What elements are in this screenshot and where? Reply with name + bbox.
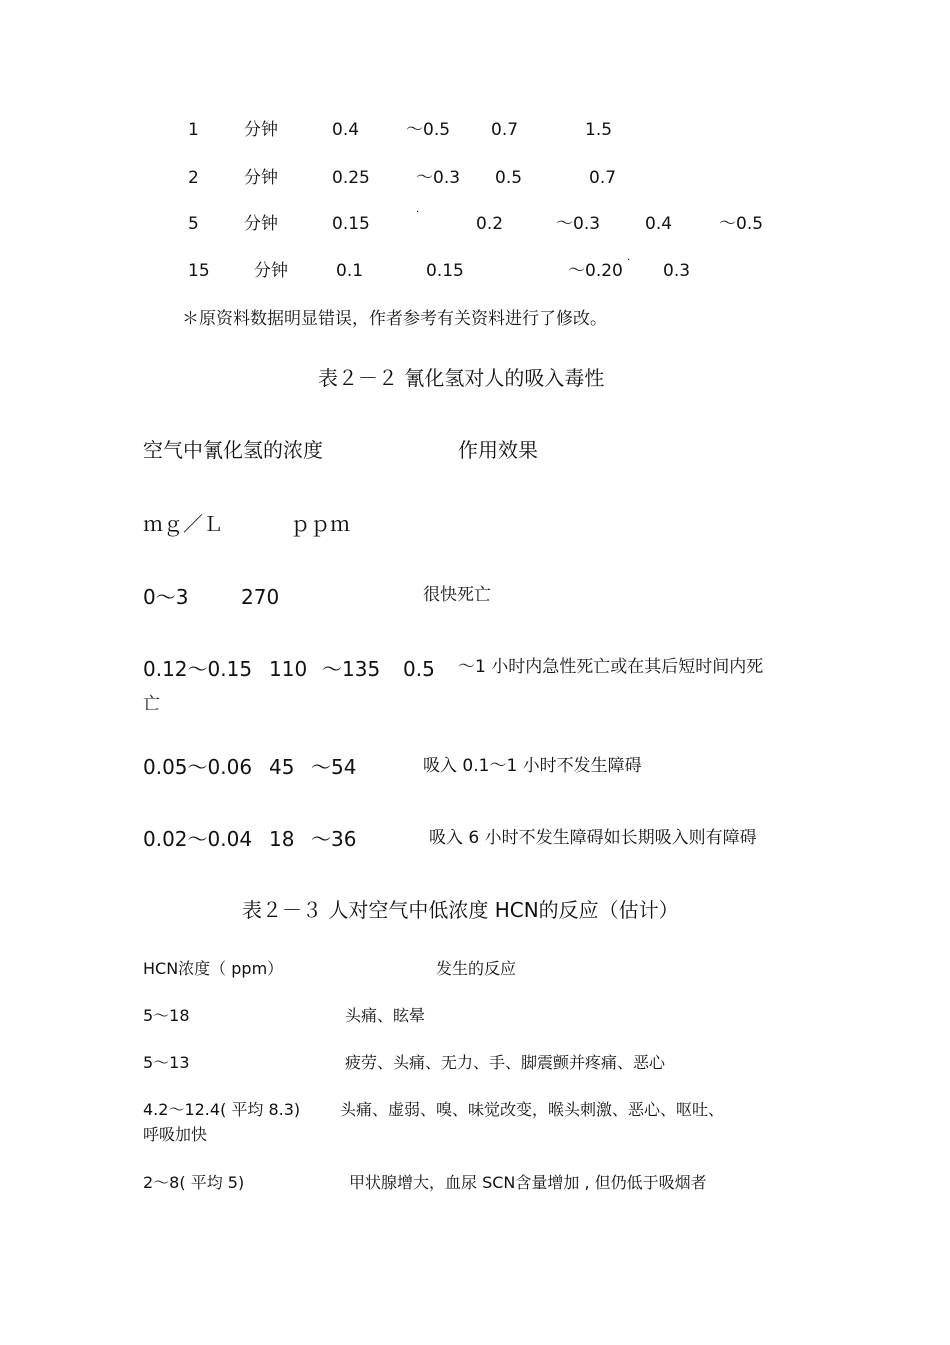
hcn-concentration: 5～13 [143, 1053, 190, 1072]
reaction-text: 头痛、虚弱、嗅、味觉改变，喉头刺激、恶心、呕吐、 [340, 1100, 725, 1119]
row-value: ～0.3 [416, 168, 461, 188]
row-value: 1.5 [585, 120, 613, 140]
row-value: 0.15 [332, 214, 370, 234]
row-value: 0.15 [426, 261, 464, 281]
stray-dot: · [627, 255, 631, 266]
row-unit: 分钟 [244, 120, 278, 140]
concentration-mg: 0.05～0.06 [143, 755, 253, 779]
row-value: 0.3 [663, 261, 691, 281]
effect-text: 很快死亡 [423, 585, 491, 605]
reaction-text: 疲劳、头痛、无力、手、脚震颤并疼痛、恶心 [345, 1053, 666, 1072]
row-value: ～0.3 [556, 214, 601, 234]
concentration-ppm-range: ～135 [322, 657, 381, 681]
row-value: ～0.5 [719, 214, 764, 234]
concentration-mg: 0.12～0.15 [143, 657, 253, 681]
row-time: 2 [188, 168, 199, 188]
concentration-ppm: 110 [269, 657, 308, 681]
row-value: ～0.5 [406, 120, 451, 140]
effect-text: 吸入 0.1～1 小时不发生障碍 [423, 756, 642, 776]
table2-title: 表２－２ 氰化氢对人的吸入毒性 [318, 366, 605, 390]
header-hcn-concentration: HCN浓度（ ppm） [143, 959, 284, 978]
concentration-ppm-range: ～36 [311, 827, 357, 851]
row-unit: 分钟 [244, 214, 278, 234]
row-unit: 分钟 [244, 168, 278, 188]
row-value: 0.4 [332, 120, 360, 140]
row-value: 0.4 [645, 214, 673, 234]
effect-text-continued: 亡 [143, 694, 160, 714]
header-concentration: 空气中氰化氢的浓度 [143, 438, 323, 462]
row-value: 0.5 [495, 168, 523, 188]
stray-dot: · [416, 207, 420, 218]
row-time: 5 [188, 214, 199, 234]
hcn-concentration: 4.2～12.4( 平均 8.3) [143, 1100, 301, 1119]
exposure-time: 0.5 [403, 657, 435, 681]
concentration-mg: 0.02～0.04 [143, 827, 253, 851]
concentration-ppm: 45 [269, 755, 295, 779]
unit-ppm: ｐｐｍ [290, 512, 350, 536]
hcn-concentration: 2～8( 平均 5) [143, 1173, 245, 1192]
effect-text: ～1 小时内急性死亡或在其后短时间内死 [458, 657, 764, 677]
row-time: 15 [188, 261, 210, 281]
reaction-text-continued: 呼吸加快 [143, 1125, 208, 1144]
unit-mg: ｍｇ／Ｌ [143, 512, 223, 536]
row-time: 1 [188, 120, 199, 140]
concentration-mg: 0～3 [143, 585, 189, 609]
row-value: 0.2 [476, 214, 504, 234]
reaction-text: 头痛、眩晕 [345, 1006, 426, 1025]
reaction-text: 甲状腺增大，血尿 SCN含量增加 , 但仍低于吸烟者 [349, 1173, 707, 1192]
header-effect: 作用效果 [458, 438, 538, 462]
row-value: ～0.20 [568, 261, 623, 281]
header-reaction: 发生的反应 [436, 959, 517, 978]
row-value: 0.7 [491, 120, 519, 140]
row-value: 0.25 [332, 168, 370, 188]
concentration-ppm: 18 [269, 827, 295, 851]
table3-title: 表２－３ 人对空气中低浓度 HCN的反应（估计） [242, 898, 679, 922]
row-value: 0.1 [336, 261, 364, 281]
concentration-ppm-range: ～54 [311, 755, 357, 779]
row-unit: 分钟 [254, 261, 288, 281]
effect-text: 吸入 6 小时不发生障碍如长期吸入则有障碍 [429, 828, 757, 848]
footnote: ＊原资料数据明显错误，作者参考有关资料进行了修改。 [182, 309, 607, 329]
hcn-concentration: 5～18 [143, 1006, 190, 1025]
concentration-ppm: 270 [241, 585, 280, 609]
row-value: 0.7 [589, 168, 617, 188]
